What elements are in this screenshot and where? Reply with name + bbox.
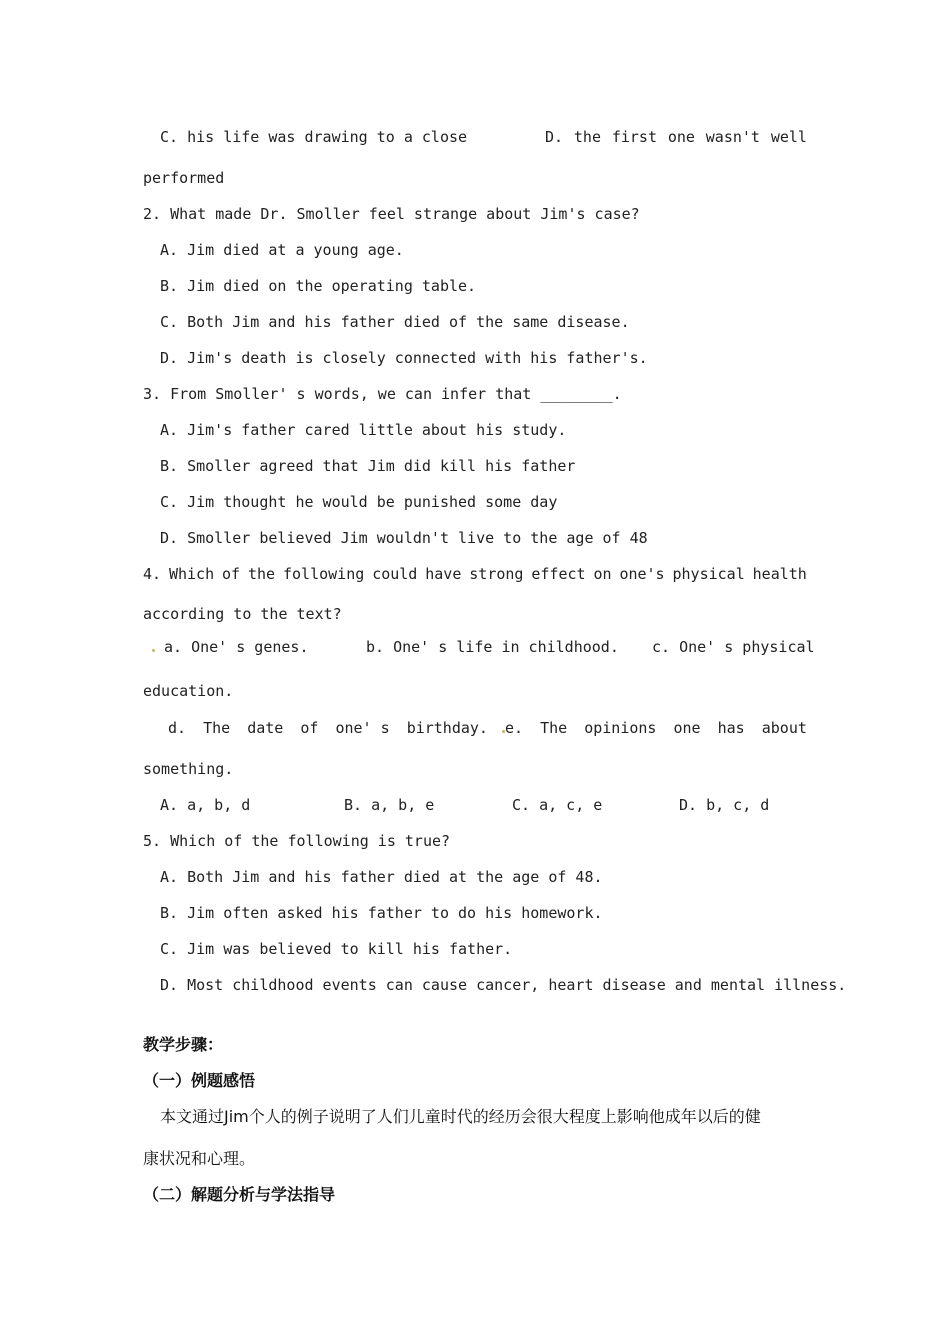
q4-stem-continued: according to the text? (143, 605, 342, 623)
q4-stem-word: one's (619, 565, 665, 583)
q5-option-d: D. Most childhood events can cause cancer, heart disease and mental illness. (160, 976, 847, 994)
section-1-text-line-2: 康状况和心理。 (143, 1149, 256, 1168)
q4-item-a: a. One' s genes. (164, 638, 309, 656)
q4-stem-word: could (372, 565, 418, 583)
q1-option-d-continued: performed (143, 169, 225, 187)
section-2-title: （二）解题分析与学法指导 (143, 1185, 336, 1204)
q2-option-d: D. Jim's death is closely connected with his father's. (160, 349, 648, 367)
q4-de-word: opinions (584, 719, 657, 737)
q4-stem-word: the (248, 565, 276, 583)
q1-option-d (545, 127, 807, 147)
q4-de-word: d. (168, 719, 187, 737)
q1-d-word: the (573, 128, 601, 146)
q2-option-c: C. Both Jim and his father died of the same disease. (160, 313, 630, 331)
q4-stem-word: effect (531, 565, 586, 583)
q3-stem: 3. From Smoller' s words, we can infer that ________. (143, 385, 622, 403)
q4-item-b: b. One' s life in childhood. (366, 638, 619, 656)
q3-option-d: D. Smoller believed Jim wouldn't live to the age of 48 (160, 529, 648, 547)
q4-stem-word: 4. (143, 565, 162, 583)
q4-de-word: one (673, 719, 701, 737)
q4-item-c-continued: education. (143, 682, 234, 700)
section-1-text-line-1: 本文通过Jim个人的例子说明了人们儿童时代的经历会很大程度上影响他成年以后的健 (160, 1107, 761, 1126)
q4-de-word: birthday. (406, 719, 488, 737)
q5-option-a: A. Both Jim and his father died at the age of 48. (160, 868, 603, 886)
scan-dot (502, 730, 505, 733)
q4-de-word: date (247, 719, 284, 737)
q4-stem-word: health (752, 565, 807, 583)
q4-stem-word: on (593, 565, 612, 583)
q1-d-word: one (667, 128, 695, 146)
teaching-steps-heading: 教学步骤： (143, 1035, 224, 1054)
q4-choice-a: A. a, b, d (160, 796, 251, 814)
q4-de-word: The (540, 719, 568, 737)
q2-stem: 2. What made Dr. Smoller feel strange about Jim's case? (143, 205, 640, 223)
q4-de-word: one' s (335, 719, 390, 737)
q3-option-a: A. Jim's father cared little about his study. (160, 421, 567, 439)
q2-option-a: A. Jim died at a young age. (160, 241, 404, 259)
q1-option-c: C. his life was drawing to a close (160, 128, 468, 146)
q4-choice-b: B. a, b, e (344, 796, 435, 814)
q4-de-word: of (300, 719, 319, 737)
q4-de-word: about (761, 719, 807, 737)
scan-dot (152, 649, 155, 652)
q5-stem: 5. Which of the following is true? (143, 832, 451, 850)
q2-option-b: B. Jim died on the operating table. (160, 277, 477, 295)
q3-option-b: B. Smoller agreed that Jim did kill his father (160, 457, 576, 475)
q4-choice-d: D. b, c, d (679, 796, 770, 814)
q4-de-word: The (203, 719, 231, 737)
q4-item-e-continued: something. (143, 760, 234, 778)
q4-stem (143, 564, 807, 584)
q4-choice-c: C. a, c, e (512, 796, 603, 814)
q1-d-word: D. (545, 128, 564, 146)
q4-de-word: has (717, 719, 745, 737)
q1-d-word: well (770, 128, 807, 146)
q4-stem-word: Which (168, 565, 215, 583)
q4-stem-word: physical (672, 565, 745, 583)
q5-option-b: B. Jim often asked his father to do his homework. (160, 904, 603, 922)
q4-items-d-e (168, 718, 807, 738)
q4-de-word: e. (505, 719, 524, 737)
q1-d-word: first (611, 128, 657, 146)
q4-item-c: c. One' s physical (652, 638, 815, 656)
section-1-title: （一）例题感悟 (143, 1071, 256, 1090)
q4-stem-word: following (283, 565, 365, 583)
q3-option-c: C. Jim thought he would be punished some day (160, 493, 558, 511)
q4-stem-word: have (425, 565, 462, 583)
q5-option-c: C. Jim was believed to kill his father. (160, 940, 513, 958)
q4-stem-word: of (222, 565, 241, 583)
q1-d-word: wasn't (705, 128, 760, 146)
q4-stem-word: strong (469, 565, 524, 583)
